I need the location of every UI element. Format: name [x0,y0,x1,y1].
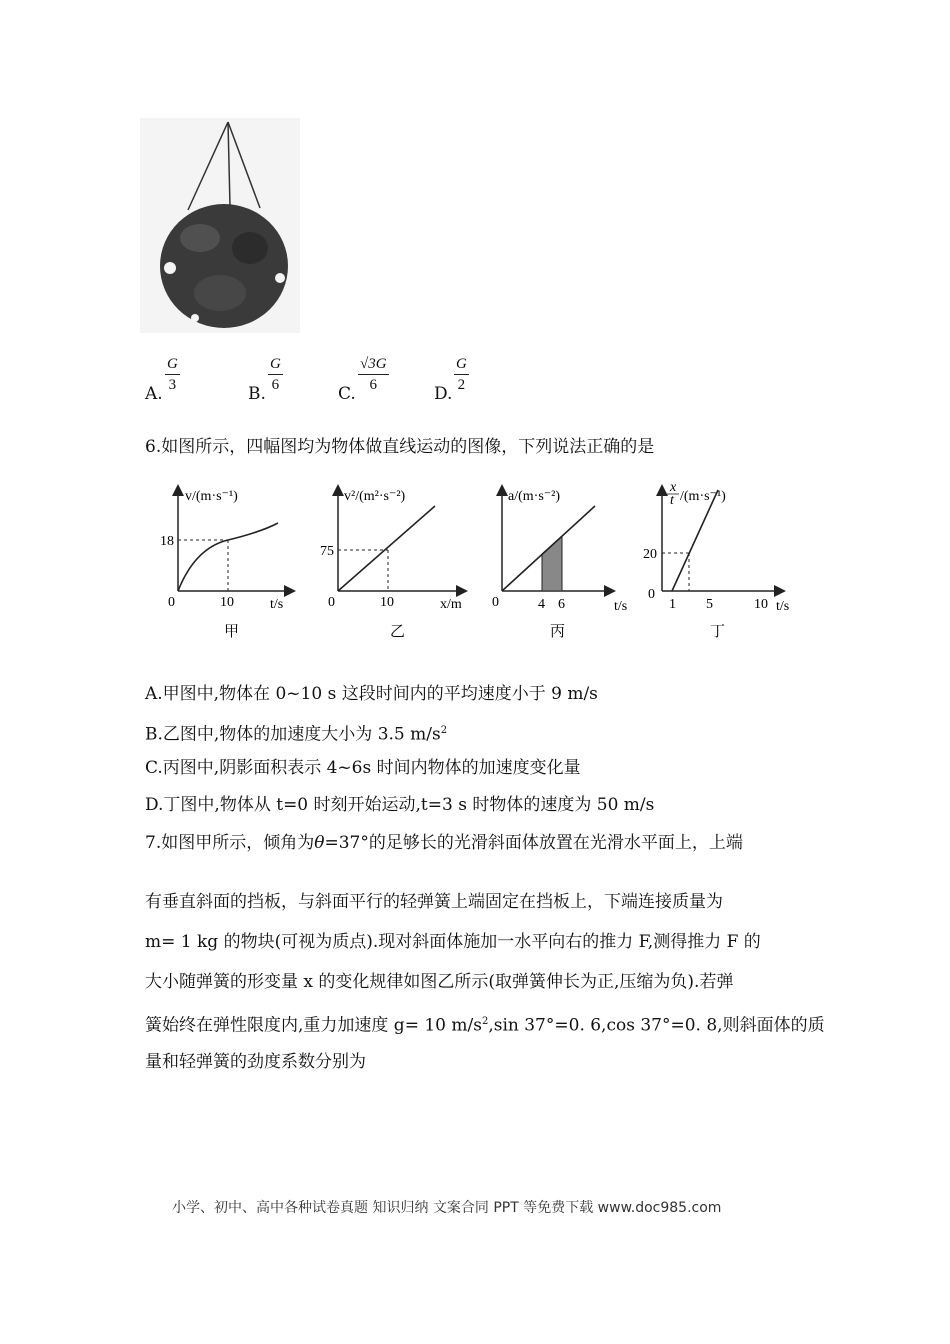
bing-caption: 丙 [550,622,566,640]
graph-jia [160,489,290,640]
ding-caption: 丁 [710,622,726,640]
bing-xtick-4: 4 [538,597,545,612]
yi-caption: 乙 [390,622,406,640]
yi-origin: 0 [328,595,335,610]
jia-xtick: 10 [220,595,234,610]
option-d-label: D. [434,384,453,404]
q6-option-d: D.丁图中,物体从 t=0 时刻开始运动,t=3 s 时物体的速度为 50 m/s [145,795,655,815]
q6-option-c: C.丙图中,阴影面积表示 4~6s 时间内物体的加速度变化量 [145,758,581,778]
ding-xtick-5: 5 [706,597,713,612]
theta-symbol: θ [314,833,325,853]
graph-ding [643,480,789,640]
yi-ylabel: v²/(m²·s⁻²) [344,489,406,504]
ding-ylabel: /(m·s⁻¹) [680,489,726,504]
footer-text: 小学、初中、高中各种试卷真题 知识归纳 文案合同 PPT 等免费下载 www.doc985.com [172,1200,722,1216]
q6-graphs [140,478,820,648]
ding-origin: 0 [648,587,655,602]
bing-ylabel: a/(m·s⁻²) [508,489,561,504]
q7-line-3: m= 1 kg 的物块(可视为质点).现对斜面体施加一水平向右的推力 F,测得推力 F 的 [145,932,761,952]
jia-ytick: 18 [160,534,174,549]
yi-ytick: 75 [320,544,334,559]
option-c-fraction: $\frac{√3G}{6}$ [360,356,387,393]
option-b-fraction: $\frac{G}{6}$ [270,356,281,393]
ding-xlabel: t/s [776,599,790,614]
ding-ytick: 20 [643,547,657,562]
q6-stem: 6.如图所示，四幅图均为物体做直线运动的图像，下列说法正确的是 [145,437,655,457]
q7-line-4: 大小随弹簧的形变量 x 的变化规律如图乙所示(取弹簧伸长为正,压缩为负).若弹 [145,972,734,992]
yi-xlabel: x/m [440,597,462,612]
q6-option-b: B.乙图中,物体的加速度大小为 3.5 $m/s^2$ [145,724,448,745]
graph-bing [492,489,627,640]
jia-origin: 0 [168,595,175,610]
ding-xtick-1: 1 [669,597,676,612]
ding-ylabel-den: t [670,493,674,508]
jia-curve [178,523,278,591]
graph-yi [320,489,462,640]
option-a-label: A. [145,384,163,404]
option-c-label: C. [338,384,356,404]
jia-caption: 甲 [224,622,240,640]
hanging-basket-figure [140,118,300,333]
yi-line [338,506,435,591]
ding-ylabel-num: x [670,480,677,495]
ding-xtick-10: 10 [754,597,768,612]
option-b-label: B. [248,384,266,404]
yi-xtick: 10 [380,595,394,610]
option-a-fraction: $\frac{G}{3}$ [167,356,178,393]
q7-line-2: 有垂直斜面的挡板，与斜面平行的轻弹簧上端固定在挡板上，下端连接质量为 [145,892,723,912]
q6-option-a: A.甲图中,物体在 0~10 s 这段时间内的平均速度小于 9 m/s [145,684,598,704]
q7-line-6: 量和轻弹簧的劲度系数分别为 [145,1052,366,1072]
jia-ylabel: v/(m·s⁻¹) [185,489,238,504]
bing-xtick-6: 6 [558,597,565,612]
bing-xlabel: t/s [614,599,628,614]
bing-origin: 0 [492,595,499,610]
q7-line-5: 簧始终在弹性限度内,重力加速度 g= 10 $m/s^2,\sin$ 37°=0. 6,cos 37°=0. 8,则斜面体的质 [145,1015,825,1036]
option-d-fraction: $\frac{G}{2}$ [456,356,467,393]
ding-line [672,490,718,591]
q7-line-1: 7.如图甲所示，倾角为θ=37°的足够长的光滑斜面体放置在光滑水平面上，上端 [145,833,743,853]
jia-xlabel: t/s [270,597,284,612]
q5-options [145,352,505,404]
